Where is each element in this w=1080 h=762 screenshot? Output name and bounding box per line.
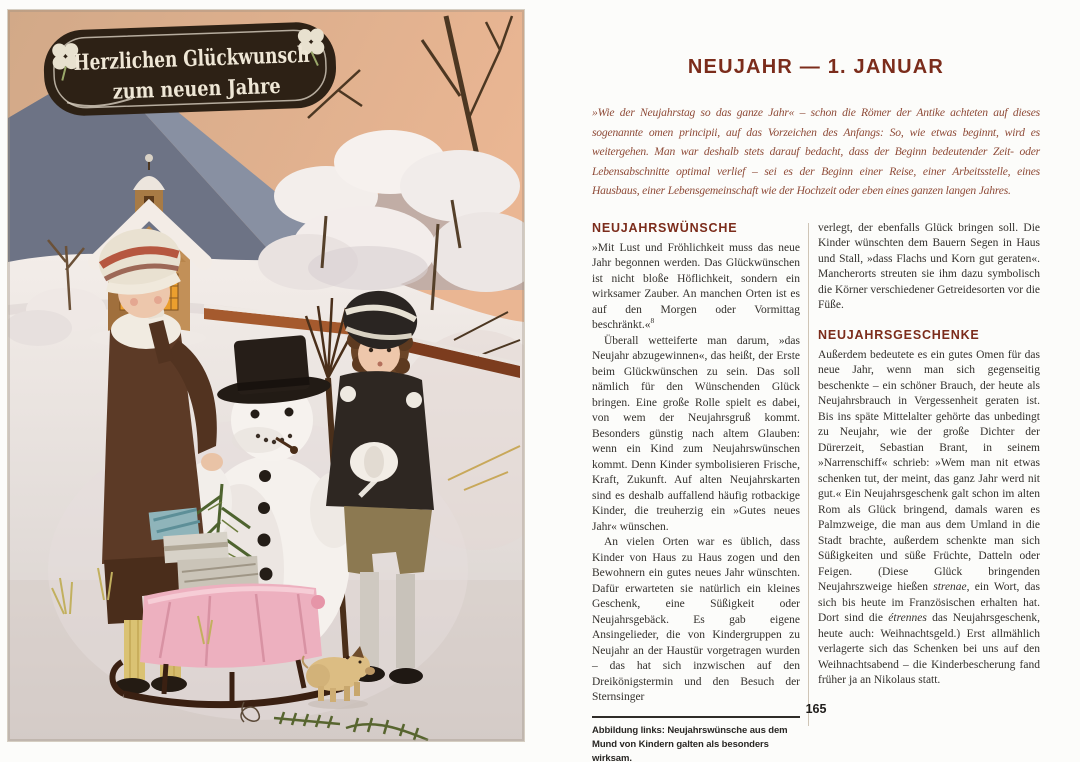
- french-term: étrennes: [888, 612, 927, 624]
- postcard-image: [8, 10, 524, 741]
- page-number: 165: [805, 702, 827, 716]
- column-right: [818, 221, 1040, 762]
- paragraph-text: »Mit Lust und Fröhlichkeit muss das neue Jahr begonnen werden. Das Glückwünschen ist nicht bloße Höflichkeit, sondern ein wirksamer Zauber. An manchen Orten ist es auf den Morgen oder Vormittag beschränkt.«: [592, 241, 800, 331]
- column-divider: [808, 223, 809, 726]
- paragraph-text: das Neujahrsgeschenk, heute auch: Weihnachtsgeld.) Erst allmählich verlagerte sich das Schenken bei uns auf den Weihnachtsabend – die Kinderbescherung fand früher ja an Nikolaus statt.: [818, 612, 1040, 686]
- paragraph: verlegt, der ebenfalls Glück bringen soll. Die Kinder wünschten dem Bauern Segen in Haus und Stall, »dass Flachs und Korn gut geraten«. Mancherorts streuten sie ihm dazu symbolisch die Körner verschiedener Getreidesorten vor die Füße.: [818, 221, 1040, 311]
- text-columns: [592, 221, 1040, 762]
- section-heading-neujahrswuensche: NEUJAHRSWÜNSCHE: [592, 220, 738, 235]
- article-page: [592, 0, 1040, 762]
- paragraph: [818, 348, 1040, 689]
- caption-block: [592, 716, 800, 762]
- greeting-banner: [43, 21, 382, 117]
- image-caption: Abbildung links: Neujahrswünsche aus dem Mund von Kindern galten als besonders wirksam.: [592, 724, 788, 762]
- page-title: NEUJAHR — 1. JANUAR: [687, 56, 945, 78]
- latin-term: strenae: [933, 581, 967, 593]
- banner-text-line2: zum neuen Jahre: [112, 71, 313, 104]
- postcard-illustration: [8, 10, 524, 741]
- intro-paragraph: »Wie der Neujahrstag so das ganze Jahr« – schon die Römer der Antike achteten auf dieses sogenannte omen principii, auf das Vorzeichen des Anfangs: So, wie etwas beginnt, wird es weitergehen. Man war deshalb stets darauf bedacht, dass der Beginn bedeutender Zeit- oder Lebensabschnitte optimal verlief – sei es der Beginn einer Reise, einer Arbeitsstelle, eines Hausbaus, einer Lebensgemeinschaft wie der Hochzeit oder eben eines ganzen langen Jahres.: [592, 106, 1040, 197]
- column-left: [592, 221, 800, 762]
- section-heading-neujahrsgeschenke: NEUJAHRSGESCHENKE: [818, 327, 980, 342]
- paragraph: Überall wetteiferte man darum, »das Neujahr abzugewinnen«, das heißt, der Erste beim Glückwünschen zu sein. Das soll nämlich für den Wünschenden Glück bringen. Eine große Rolle spielt es dabei, von wem der Neujahrsgruß kommt. Besonders günstig nach altem Glauben: wenn ein Kind zum Neujahrswünschen kommt. Denn Kinder symbolisieren Frische, Kraft, Zukunft. Auf alten Neujahrskarten sind es deshalb auffallend häufig rotbackige Kinder, die treuherzig ein »Gutes neues Jahr« wünschen.: [592, 334, 800, 533]
- footnote-marker: 8: [650, 316, 655, 326]
- paragraph: An vielen Orten war es üblich, dass Kinder von Haus zu Haus zogen und den Bewohnern ein gutes neues Jahr wünschten. Dafür erwarteten sie natürlich ein kleines Geschenk, eine Süßigkeit oder Neujahrsgebäck. Es gab eigene Ansingelieder, die von Kindergruppen zu Neujahr an der Haustür vorgetragen wurden – das hat sich inzwischen auf den Dreikönigstermin und den Besuch der Sternsinger: [592, 536, 800, 703]
- paragraph-text: Außerdem bedeutete es ein gutes Omen für das neue Jahr, wenn man sich gegenseitig beschenkte – ein schöner Brauch, der heute als Neujahrsbrauch in Vergessenheit geraten ist. Bis ins späte Mittelalter gehörte das unbedingt zu Neujahr, wie der große Dichter der Dürerzeit, Sebastian Brant, in seinem »Narrenschiff« schrieb: »Wem man nit etwas schenken tut, der meint, das ganz Jahr werd nit gut.« Ein Neujahrsgeschenk galt schon im alten Rom als Glück bringend, damals waren es Palmzweige, die man aus dem Umland in die Stadt brachte, außerdem schenkte man sich Süßigkeiten und süße Früchte, Datteln oder Feigen. (Diese Glück bringenden Neujahrszweige hießen: [818, 348, 1040, 593]
- banner-text-line1: Herzlichen Glückwunsch: [73, 39, 382, 77]
- paragraph-text: , ein Wort, das sich bis heute im Französischen erhalten hat. Dort sind die: [818, 581, 1040, 624]
- paragraph: [592, 241, 800, 334]
